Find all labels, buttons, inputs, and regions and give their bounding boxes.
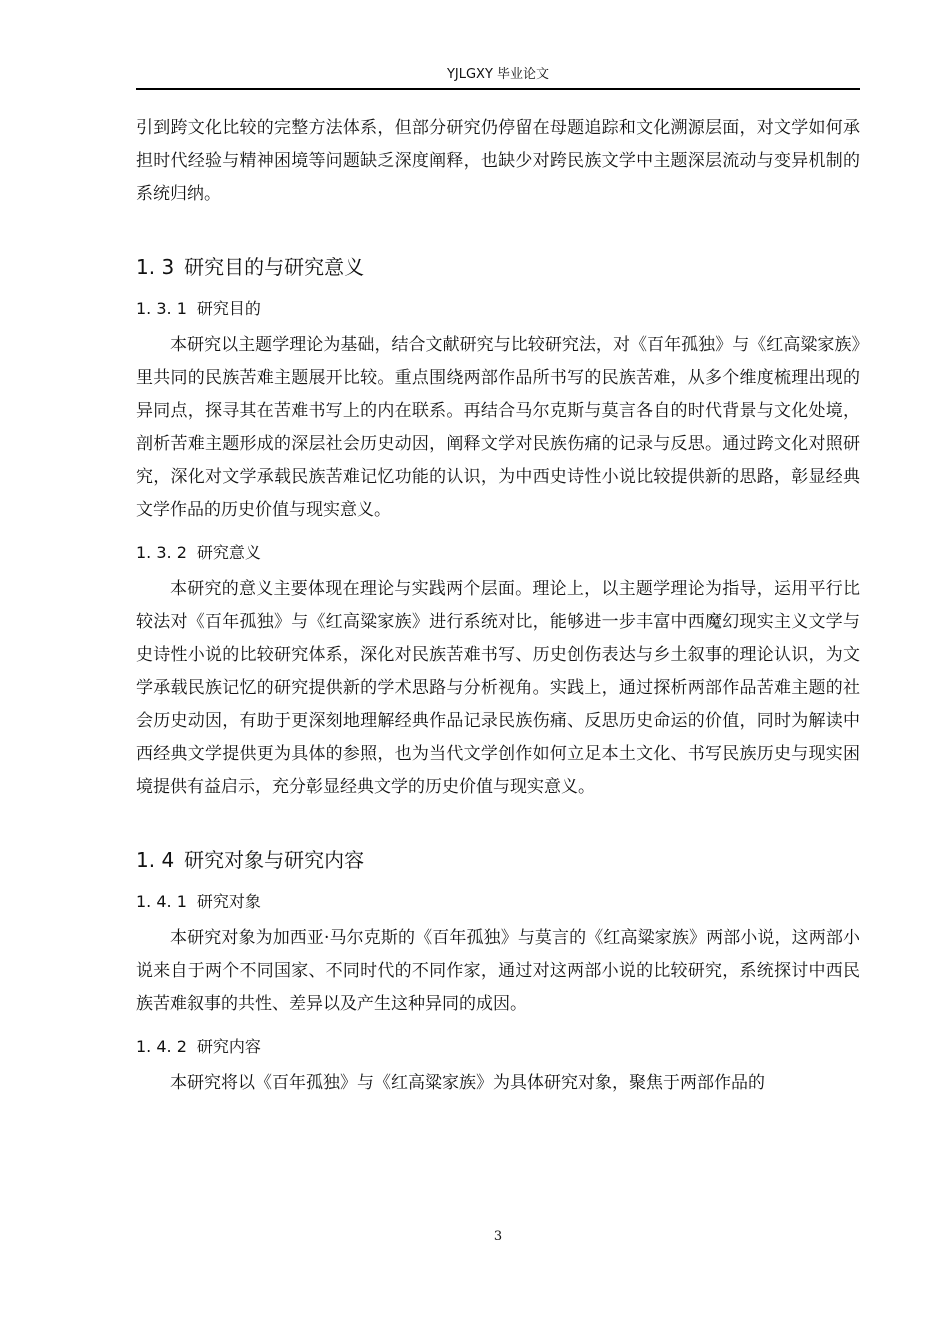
subsection-heading-1-4-2 [136,1035,860,1059]
research-significance-paragraph: 本研究的意义主要体现在理论与实践两个层面。理论上，以主题学理论为指导，运用平行比较法对《百年孤独》与《红高粱家族》进行系统对比，能够进一步丰富中西魔幻现实主义文学与史诗性小说的比较研究体系，深化对民族苦难书写、历史创伤表达与乡土叙事的理论认识，为文学承载民族记忆的研究提供新的学术思路与分析视角。实践上，通过探析两部作品苦难主题的社会历史动因，有助于更深刻地理解经典作品记录民族伤痛、反思历史命运的价值，同时为解读中西经典文学提供更为具体的参照，也为当代文学创作如何立足本土文化、书写民族历史与现实困境提供有益启示，充分彰显经典文学的历史价值与现实意义。 [136,579,860,797]
subsection-heading-1-4-1 [136,890,860,914]
section-number: 1. 3 [136,255,175,279]
page-content [136,112,860,1100]
running-header: YJLGXY 毕业论文 [446,67,550,82]
research-object-paragraph: 本研究对象为加西亚·马尔克斯的《百年孤独》与莫言的《红高粱家族》两部小说，这两部小说来自于两个不同国家、不同时代的不同作家，通过对这两部小说的比较研究，系统探讨中西民族苦难叙事的共性、差异以及产生这种异同的成因。 [136,928,860,1014]
subsection-number: 1. 4. 1 [136,892,187,911]
section-number: 1. 4 [136,848,175,872]
subsection-title: 研究内容 [196,1037,261,1056]
subsection-number: 1. 3. 1 [136,299,187,318]
research-content-paragraph: 本研究将以《百年孤独》与《红高粱家族》为具体研究对象，聚焦于两部作品的 [170,1073,765,1093]
research-purpose-paragraph: 本研究以主题学理论为基础，结合文献研究与比较研究法，对《百年孤独》与《红高粱家族》里共同的民族苦难主题展开比较。重点围绕两部作品所书写的民族苦难，从多个维度梳理出现的异同点，探寻其在苦难书写上的内在联系。再结合马尔克斯与莫言各自的时代背景与文化处境，剖析苦难主题形成的深层社会历史动因，阐释文学对民族伤痛的记录与反思。通过跨文化对照研究，深化对文学承载民族苦难记忆功能的认识，为中西史诗性小说比较提供新的思路，彰显经典文学作品的历史价值与现实意义。 [136,335,860,520]
page-number: 3 [493,1229,503,1244]
header-rule [136,88,860,90]
subsection-heading-1-3-2 [136,541,860,565]
subsection-title: 研究目的 [196,299,261,318]
section-title: 研究对象与研究内容 [184,848,365,872]
subsection-heading-1-3-1 [136,297,860,321]
section-title: 研究目的与研究意义 [184,255,365,279]
subsection-number: 1. 3. 2 [136,543,187,562]
intro-paragraph: 引到跨文化比较的完整方法体系，但部分研究仍停留在母题追踪和文化溯源层面，对文学如何承担时代经验与精神困境等问题缺乏深度阐释，也缺少对跨民族文学中主题深层流动与变异机制的系统归纳。 [136,118,860,204]
section-heading-1-3 [136,253,860,281]
subsection-title: 研究意义 [196,543,261,562]
subsection-number: 1. 4. 2 [136,1037,187,1056]
section-heading-1-4 [136,846,860,874]
subsection-title: 研究对象 [196,892,261,911]
